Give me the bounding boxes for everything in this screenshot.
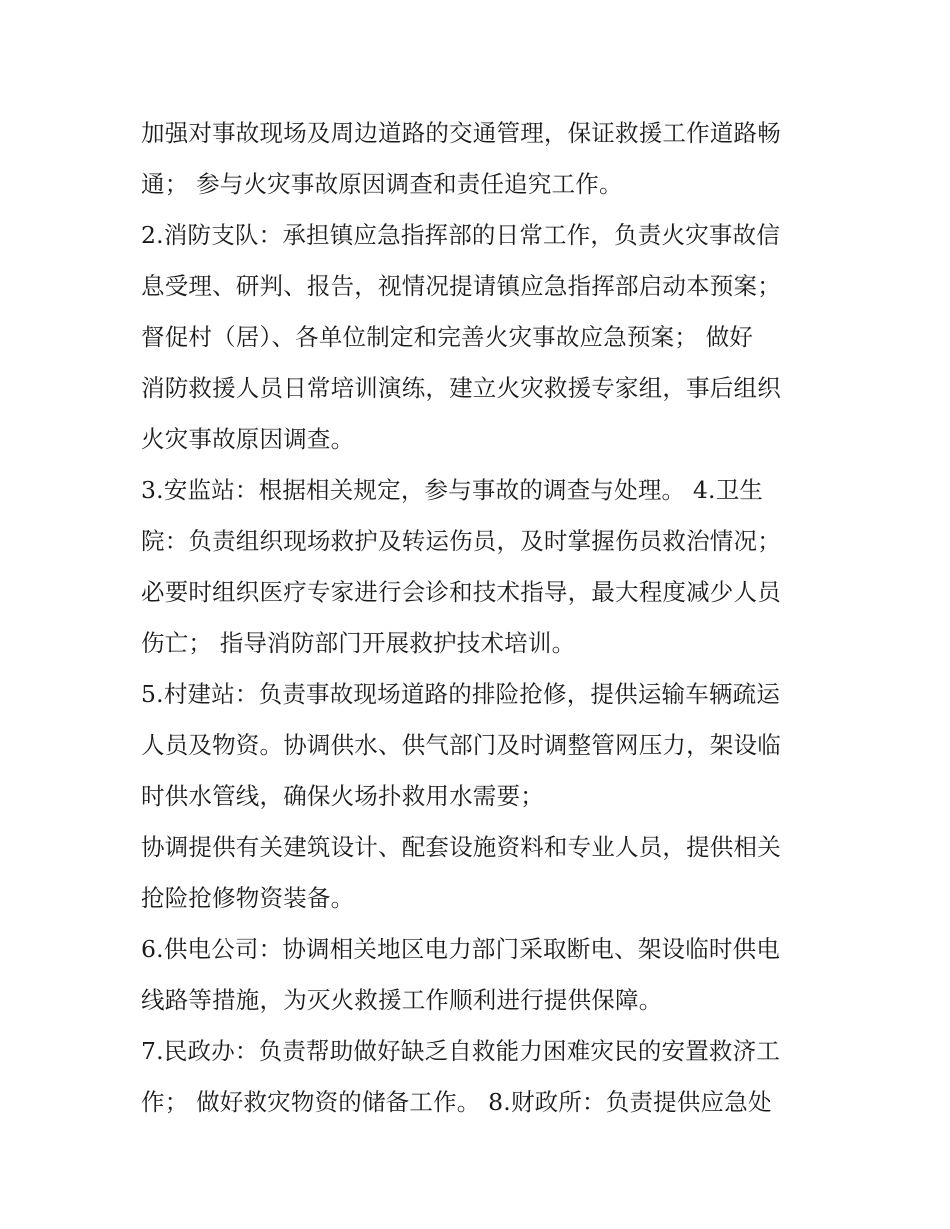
text-line: 督促村（居）、各单位制定和完善火灾事故应急预案； 做好 xyxy=(141,323,754,351)
text-line: 3.安监站：根据相关规定，参与事故的调查与处理。 4.卫生 xyxy=(141,476,764,504)
text-line: 线路等措施，为灭火救援工作顺利进行提供保障。 xyxy=(141,986,663,1014)
text-line: 6.供电公司：协调相关地区电力部门采取断电、架设临时供电 xyxy=(141,935,781,963)
text-line: 伤亡； 指导消防部门开展救护技术培训。 xyxy=(141,629,576,657)
text-line: 加强对事故现场及周边道路的交通管理，保证救援工作道路畅 xyxy=(141,119,781,147)
text-line: 2.消防支队：承担镇应急指挥部的日常工作，负责火灾事故信 xyxy=(141,221,781,249)
text-line: 通； 参与火灾事故原因调查和责任追究工作。 xyxy=(141,170,623,198)
text-line: 院：负责组织现场救护及转运伤员，及时掌握伤员救治情况； xyxy=(141,527,781,555)
text-line: 5.村建站：负责事故现场道路的排险抢修，提供运输车辆疏运 xyxy=(141,680,781,708)
text-line: 火灾事故原因调查。 xyxy=(141,425,355,453)
text-line: 协调提供有关建筑设计、配套设施资料和专业人员，提供相关 xyxy=(141,833,781,861)
text-line: 7.民政办：负责帮助做好缺乏自救能力困难灾民的安置救济工 xyxy=(141,1037,781,1065)
text-line: 消防救援人员日常培训演练，建立火灾救援专家组，事后组织 xyxy=(141,374,781,402)
text-line: 息受理、研判、报告，视情况提请镇应急指挥部启动本预案； xyxy=(141,272,781,300)
text-line: 人员及物资。协调供水、供气部门及时调整管网压力，架设临 xyxy=(141,731,781,759)
document-body xyxy=(141,108,821,1128)
text-line: 时供水管线，确保火场扑救用水需要； xyxy=(141,782,544,810)
text-line: 必要时组织医疗专家进行会诊和技术指导，最大程度减少人员 xyxy=(141,578,781,606)
text-line: 抢险抢修物资装备。 xyxy=(141,884,355,912)
text-line: 作； 做好救灾物资的储备工作。 8.财政所：负责提供应急处 xyxy=(141,1088,772,1116)
